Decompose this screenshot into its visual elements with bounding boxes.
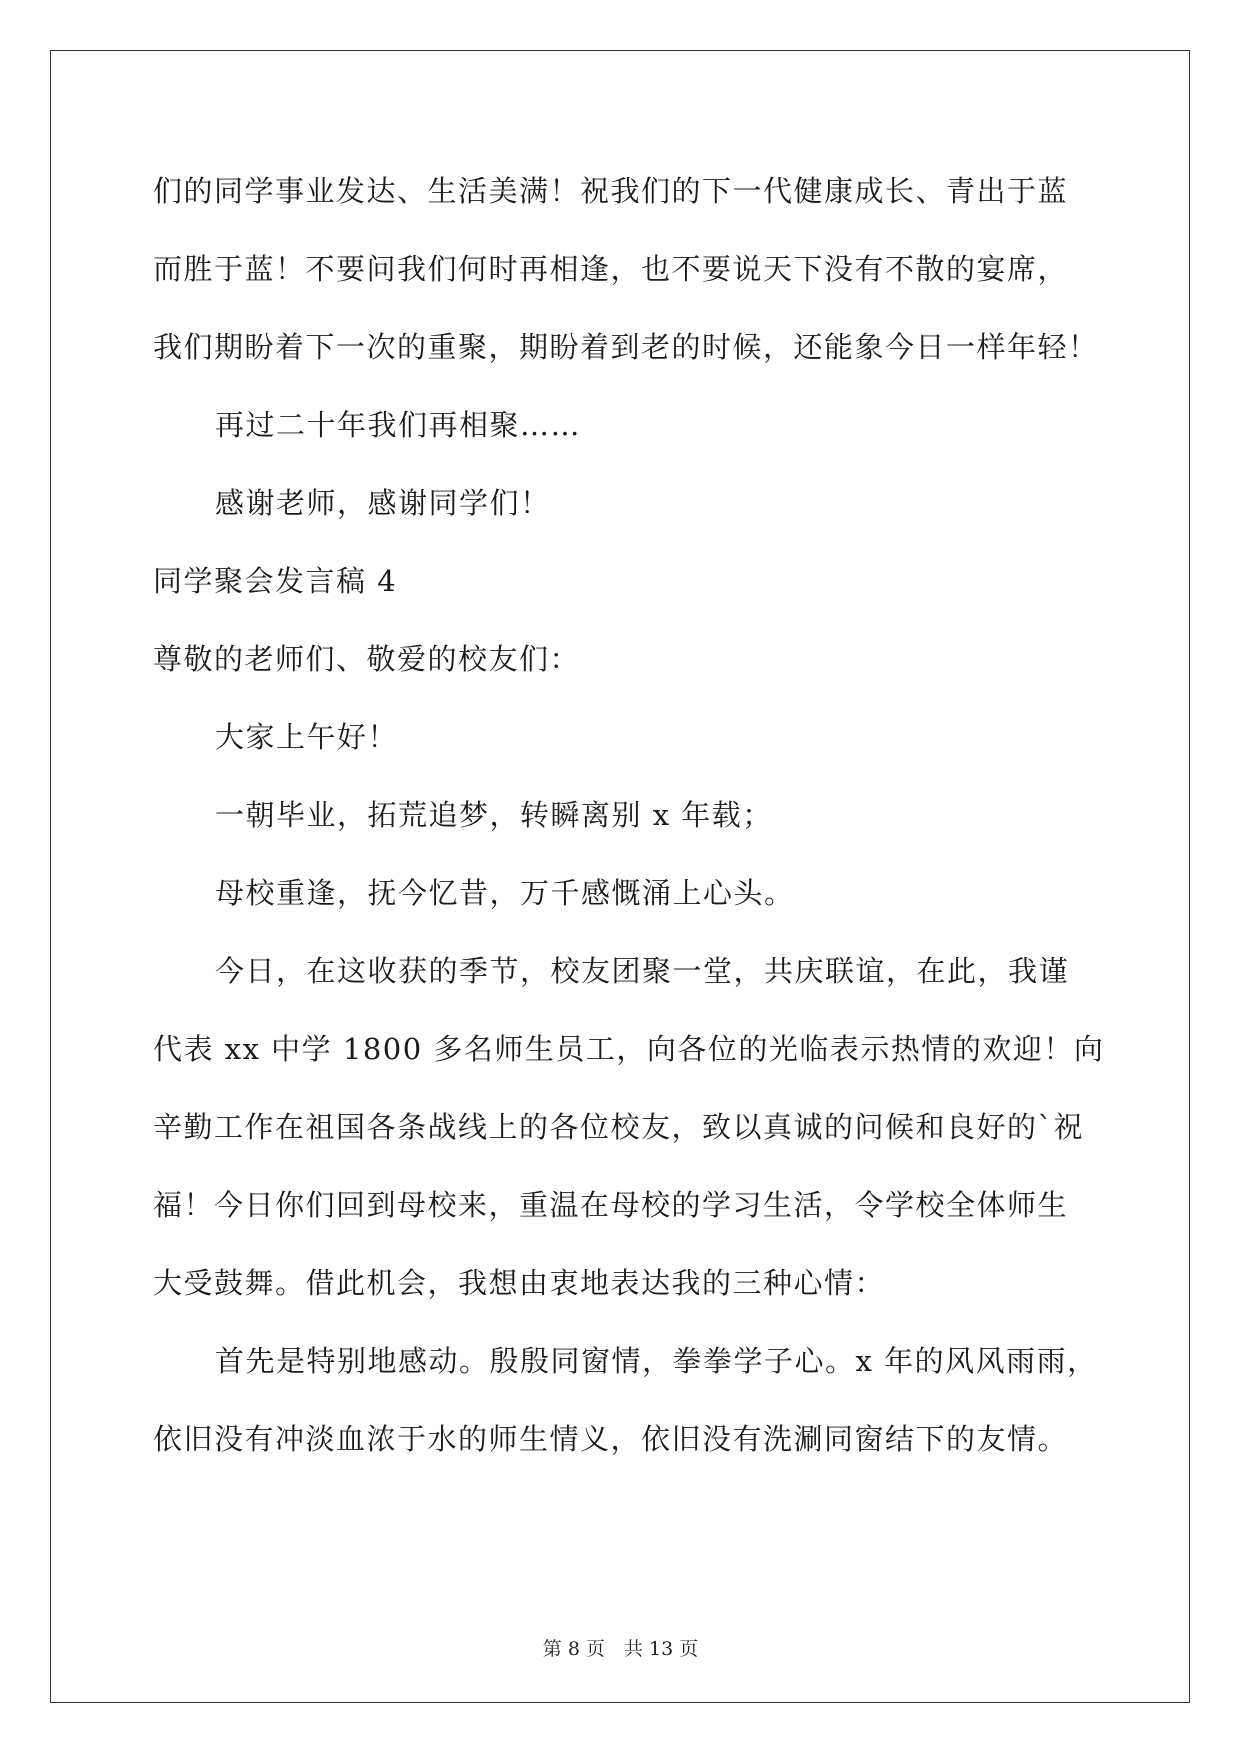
- text-line: 辛勤工作在祖国各条战线上的各位校友，致以真诚的问候和良好的`祝: [153, 1110, 1085, 1144]
- section-heading: 同学聚会发言稿 4: [153, 564, 398, 598]
- text-line: 母校重逢，抚今忆昔，万千感慨涌上心头。: [215, 876, 795, 910]
- text-line: 我们期盼着下一次的重聚，期盼着到老的时候，还能象今日一样年轻！: [153, 330, 1099, 364]
- document-body: [153, 162, 1105, 1488]
- text-line: 大受鼓舞。借此机会，我想由衷地表达我的三种心情：: [153, 1266, 886, 1300]
- salutation: 尊敬的老师们、敬爱的校友们：: [153, 642, 581, 676]
- text-line: 福！今日你们回到母校来，重温在母校的学习生活，令学校全体师生: [153, 1188, 1069, 1222]
- text-line: 首先是特别地感动。殷殷同窗情，拳拳学子心。x 年的风风雨雨，: [215, 1344, 1098, 1378]
- text-line: 而胜于蓝！不要问我们何时再相逢，也不要说天下没有不散的宴席，: [153, 252, 1069, 286]
- text-line: 大家上午好！: [215, 720, 399, 754]
- text-line: 感谢老师，感谢同学们！: [215, 486, 551, 520]
- text-line: 代表 xx 中学 1800 多名师生员工，向各位的光临表示热情的欢迎！向: [153, 1032, 1105, 1066]
- text-line: 今日，在这收获的季节，校友团聚一堂，共庆联谊，在此，我谨: [215, 954, 1070, 988]
- page-number-footer: 第 8 页 共 13 页: [542, 1638, 699, 1660]
- text-line: 再过二十年我们再相聚……: [215, 408, 582, 442]
- text-line: 一朝毕业，拓荒追梦，转瞬离别 x 年载；: [215, 798, 773, 832]
- text-line: 们的同学事业发达、生活美满！祝我们的下一代健康成长、青出于蓝: [153, 174, 1069, 208]
- text-line: 依旧没有冲淡血浓于水的师生情义，依旧没有洗涮同窗结下的友情。: [153, 1422, 1069, 1456]
